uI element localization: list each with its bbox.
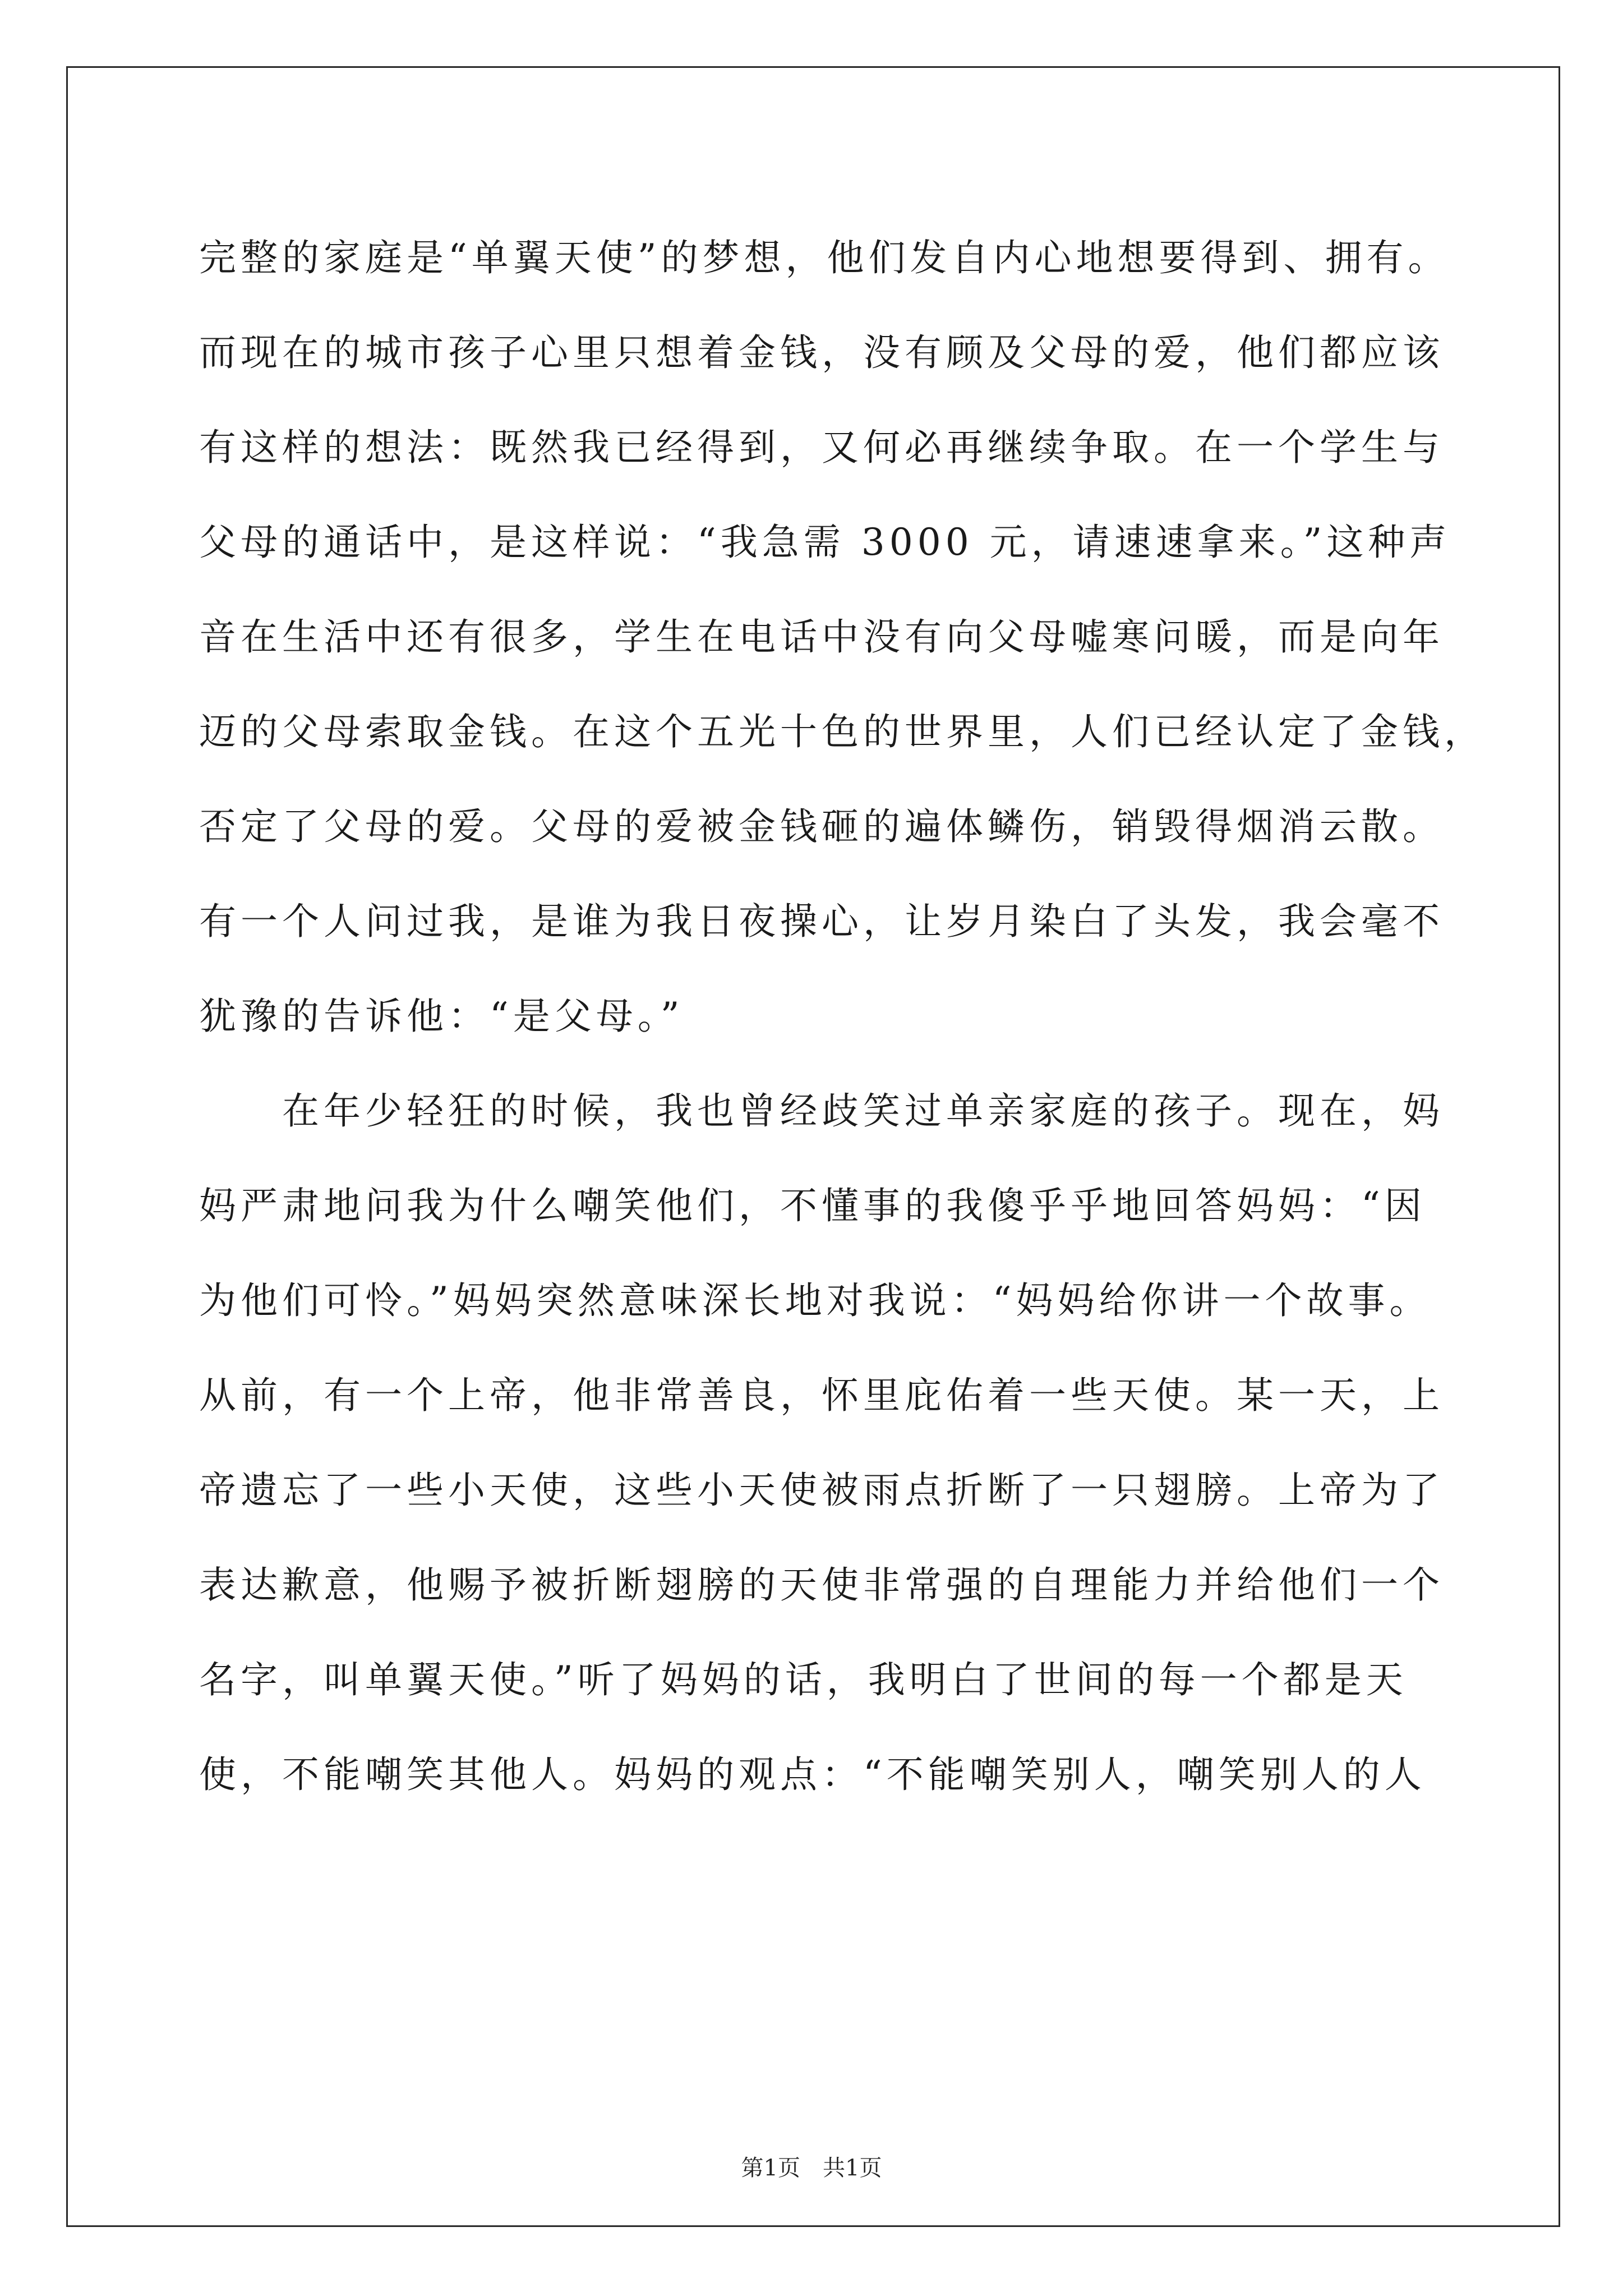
text-line: 迈的父母索取金钱。在这个五光十色的世界里，人们已经认定了金钱， bbox=[199, 710, 1486, 753]
page-number-footer: 第1页 共1页 bbox=[741, 2155, 882, 2181]
text-line: 从前，有一个上帝，他非常善良，怀里庇佑着一些天使。某一天，上 bbox=[199, 1374, 1444, 1417]
document-body bbox=[199, 210, 1486, 1822]
text-line: 有一个人问过我，是谁为我日夜操心，让岁月染白了头发，我会毫不 bbox=[199, 900, 1444, 943]
text-line: 帝遗忘了一些小天使，这些小天使被雨点折断了一只翅膀。上帝为了 bbox=[199, 1469, 1444, 1512]
text-line: 有这样的想法：既然我已经得到，又何必再继续争取。在一个学生与 bbox=[199, 426, 1444, 469]
text-line: 为他们可怜。”妈妈突然意味深长地对我说：“妈妈给你讲一个故事。 bbox=[199, 1279, 1431, 1322]
text-line: 完整的家庭是“单翼天使”的梦想，他们发自内心地想要得到、拥有。 bbox=[199, 236, 1450, 279]
text-line: 而现在的城市孩子心里只想着金钱，没有顾及父母的爱，他们都应该 bbox=[199, 331, 1444, 374]
text-line: 音在生活中还有很多，学生在电话中没有向父母嘘寒问暖，而是向年 bbox=[199, 615, 1444, 659]
text-line: 犹豫的告诉他：“是父母。” bbox=[199, 995, 684, 1038]
text-line: 妈严肃地问我为什么嘲笑他们，不懂事的我傻乎乎地回答妈妈：“因 bbox=[199, 1184, 1426, 1227]
text-line: 父母的通话中，是这样说：“我急需 3000 元，请速速拿来。”这种声 bbox=[199, 521, 1451, 564]
text-line: 表达歉意，他赐予被折断翅膀的天使非常强的自理能力并给他们一个 bbox=[199, 1563, 1444, 1607]
text-line: 在年少轻狂的时候，我也曾经歧笑过单亲家庭的孩子。现在，妈 bbox=[199, 1089, 1444, 1133]
text-line: 使，不能嘲笑其他人。妈妈的观点：“不能嘲笑别人，嘲笑别人的人 bbox=[199, 1753, 1426, 1796]
text-line: 名字，叫单翼天使。”听了妈妈的话，我明白了世间的每一个都是天 bbox=[199, 1658, 1408, 1701]
text-line: 否定了父母的爱。父母的爱被金钱砸的遍体鳞伤，销毁得烟消云散。 bbox=[199, 805, 1444, 848]
